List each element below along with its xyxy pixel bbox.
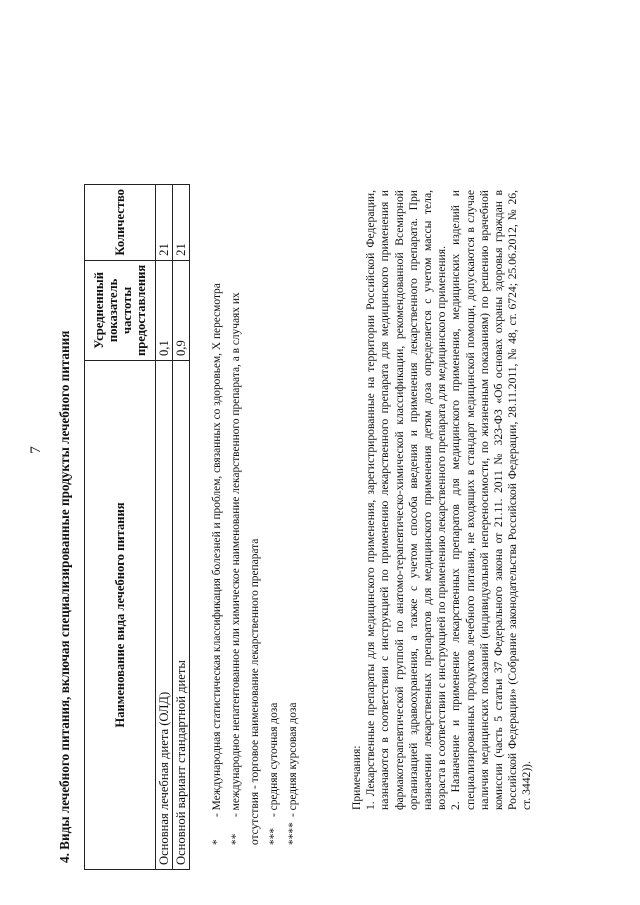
footnote-mark: * — [211, 839, 223, 845]
footnote — [284, 285, 303, 845]
notes-title: Примечания: — [350, 745, 363, 810]
cell-frequency: 0,1 — [156, 260, 173, 360]
note-paragraph: 1. Лекарственные препараты для медицинского применения, зарегистрированные на территории Российской Федерации, назначаются в соответствии с инструкцией по применению лекарственного препарата для медицинского применения и фармакотерапевтической группой по анатомо-терапевтическо-химической классификации, рекомендованной Всемирной организацией здравоохранения, а также с учетом способа введения и применения лекарственного препарата. При назначении лекарственных препаратов для медицинского применения детям доза определяется с учетом массы тела, возраста в соответствии с инструкцией по применению лекарственного препарата для медицинского применения. — [364, 190, 449, 810]
footnote — [265, 285, 284, 845]
footnote-text: отсутствия - торговое наименование лекарственного препарата — [249, 538, 261, 845]
cell-quantity: 21 — [156, 184, 173, 260]
table-row — [173, 184, 190, 869]
cell-frequency: 0,9 — [173, 260, 190, 360]
footnote-text: - Международная статистическая классификация болезней и проблем, связанных со здоровьем, X пересмотра — [211, 283, 223, 817]
note-paragraph: 2. Назначение и применение лекарственных препаратов для медицинского применения, медицинских изделий и специализированных продуктов лечебного питания, не входящих в стандарт медицинской помощи, допускаются в случае наличия медицинских показаний (индивидуальной непереносимости, по жизненным показаниям) по решению врачебной комиссии (часть 5 статьи 37 Федерального закона от 21.11. 2011 № 323-ФЗ «Об основах охраны здоровья граждан в Российской Федерации» (Собрание законодательства Российской Федерации, 28.11.2011, № 48, ст. 6724; 25.06.2012, № 26, ст. 3442)). — [449, 190, 534, 810]
header-frequency: Усредненный показатель частоты предоставления — [85, 260, 156, 360]
cell-quantity: 21 — [173, 184, 190, 260]
nutrition-table — [84, 184, 190, 870]
footnote-mark: **** — [287, 822, 299, 845]
footnote — [208, 285, 227, 845]
footnote-text: - международное непатентованное или химическое наименование лекарственного препарата, а в случаях их — [230, 292, 242, 817]
footnote-text: - средняя курсовая доза — [287, 702, 299, 817]
page-number: 7 — [28, 446, 44, 454]
footnote-mark: ** — [230, 833, 242, 845]
footnote — [227, 285, 246, 845]
table-header-row — [85, 184, 156, 869]
footnote-text: - средняя суточная доза — [268, 702, 280, 817]
section-title: 4. Виды лечебного питания, включая специализированные продукты лечебного питания — [57, 330, 72, 863]
cell-diet-name: Основная лечебная диета (ОЛД) — [156, 361, 173, 870]
cell-diet-name: Основной вариант стандартной диеты — [173, 361, 190, 870]
footnotes — [208, 285, 303, 845]
notes-block — [350, 190, 535, 810]
footnote-continuation — [246, 285, 265, 845]
table-row — [156, 184, 173, 869]
header-quantity: Количество — [85, 184, 156, 260]
header-diet-name: Наименование вида лечебного питания — [85, 361, 156, 870]
footnote-mark: *** — [268, 827, 280, 845]
